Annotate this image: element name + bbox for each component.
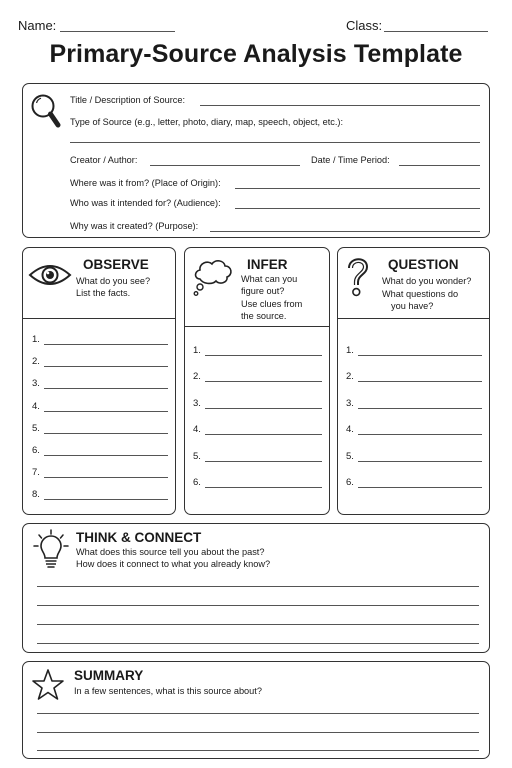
observe-prompt-1: What do you see?	[76, 276, 151, 286]
infer-line-4[interactable]	[205, 434, 322, 435]
question-prompt-2: What questions do	[382, 289, 459, 299]
observe-num-3: 3.	[32, 378, 40, 389]
question-num-4: 4.	[346, 424, 354, 435]
question-line-2[interactable]	[358, 381, 482, 382]
summary-section	[22, 661, 490, 759]
infer-line-6[interactable]	[205, 487, 322, 488]
observe-num-8: 8.	[32, 489, 40, 500]
summary-line-3[interactable]	[37, 750, 479, 751]
infer-line-1[interactable]	[205, 355, 322, 356]
page-title: Primary-Source Analysis Template	[49, 40, 463, 68]
observe-num-5: 5.	[32, 423, 40, 434]
infer-num-5: 5.	[193, 451, 201, 462]
infer-line-5[interactable]	[205, 461, 322, 462]
name-field[interactable]	[60, 31, 175, 32]
think-connect-line-4[interactable]	[37, 643, 479, 644]
creator-label: Creator / Author:	[70, 155, 138, 165]
infer-heading: INFER	[247, 257, 288, 272]
observe-line-6[interactable]	[44, 455, 168, 456]
infer-prompt-3: Use clues from	[241, 299, 303, 309]
source-title-label: Title / Description of Source:	[70, 95, 186, 105]
origin-label: Where was it from? (Place of Origin):	[70, 178, 221, 188]
purpose-label: Why was it created? (Purpose):	[70, 221, 199, 231]
infer-num-2: 2.	[193, 371, 201, 382]
question-divider	[338, 318, 489, 319]
creator-field[interactable]	[150, 165, 300, 166]
infer-line-3[interactable]	[205, 408, 322, 409]
summary-line-1[interactable]	[37, 713, 479, 714]
observe-line-5[interactable]	[44, 433, 168, 434]
think-connect-heading: THINK & CONNECT	[76, 530, 202, 545]
think-connect-prompt-2: How does it connect to what you already know?	[76, 559, 271, 569]
light-bulb-icon	[31, 529, 71, 571]
infer-line-2[interactable]	[205, 381, 322, 382]
question-line-5[interactable]	[358, 461, 482, 462]
source-info-section	[22, 83, 490, 238]
observe-prompt-2: List the facts.	[76, 288, 131, 298]
thought-bubble-icon	[191, 255, 235, 299]
class-label: Class:	[346, 18, 383, 33]
eye-icon	[28, 261, 72, 289]
infer-section	[184, 247, 330, 515]
infer-divider	[185, 326, 329, 327]
observe-section	[22, 247, 176, 515]
source-title-field[interactable]	[200, 105, 480, 106]
summary-line-2[interactable]	[37, 732, 479, 733]
question-mark-icon	[343, 254, 373, 300]
question-line-1[interactable]	[358, 355, 482, 356]
observe-line-4[interactable]	[44, 411, 168, 412]
class-field[interactable]	[384, 31, 488, 32]
observe-divider	[23, 318, 175, 319]
star-icon	[31, 668, 65, 702]
observe-num-6: 6.	[32, 445, 40, 456]
name-label: Name:	[18, 18, 57, 33]
observe-num-7: 7.	[32, 467, 40, 478]
question-line-6[interactable]	[358, 487, 482, 488]
question-num-3: 3.	[346, 398, 354, 409]
question-prompt-1: What do you wonder?	[382, 276, 472, 286]
question-num-6: 6.	[346, 477, 354, 488]
question-section	[337, 247, 490, 515]
question-line-4[interactable]	[358, 434, 482, 435]
infer-prompt-4: the source.	[241, 311, 287, 321]
magnifying-glass-icon	[29, 92, 63, 134]
question-line-3[interactable]	[358, 408, 482, 409]
question-num-2: 2.	[346, 371, 354, 382]
infer-num-1: 1.	[193, 345, 201, 356]
date-label: Date / Time Period:	[311, 155, 390, 165]
observe-line-1[interactable]	[44, 344, 168, 345]
source-type-label: Type of Source (e.g., letter, photo, diary, map, speech, object, etc.):	[70, 117, 344, 127]
observe-line-3[interactable]	[44, 388, 168, 389]
think-connect-line-1[interactable]	[37, 586, 479, 587]
audience-field[interactable]	[235, 208, 480, 209]
summary-prompt: In a few sentences, what is this source about?	[74, 686, 262, 696]
audience-label: Who was it intended for? (Audience):	[70, 198, 221, 208]
think-connect-line-2[interactable]	[37, 605, 479, 606]
observe-num-2: 2.	[32, 356, 40, 367]
question-num-1: 1.	[346, 345, 354, 356]
observe-line-8[interactable]	[44, 499, 168, 500]
infer-prompt-1: What can you	[241, 274, 298, 284]
think-connect-prompt-1: What does this source tell you about the past?	[76, 547, 265, 557]
observe-num-1: 1.	[32, 334, 40, 345]
observe-num-4: 4.	[32, 401, 40, 412]
observe-heading: OBSERVE	[83, 257, 149, 272]
origin-field[interactable]	[235, 188, 480, 189]
summary-heading: SUMMARY	[74, 668, 144, 683]
observe-line-7[interactable]	[44, 477, 168, 478]
infer-num-3: 3.	[193, 398, 201, 409]
question-heading: QUESTION	[388, 257, 459, 272]
think-connect-section	[22, 523, 490, 653]
date-field[interactable]	[399, 165, 480, 166]
question-num-5: 5.	[346, 451, 354, 462]
source-type-field[interactable]	[70, 142, 480, 143]
think-connect-line-3[interactable]	[37, 624, 479, 625]
infer-prompt-2: figure out?	[241, 286, 285, 296]
purpose-field[interactable]	[210, 231, 480, 232]
question-prompt-3: you have?	[391, 301, 434, 311]
infer-num-4: 4.	[193, 424, 201, 435]
observe-line-2[interactable]	[44, 366, 168, 367]
infer-num-6: 6.	[193, 477, 201, 488]
